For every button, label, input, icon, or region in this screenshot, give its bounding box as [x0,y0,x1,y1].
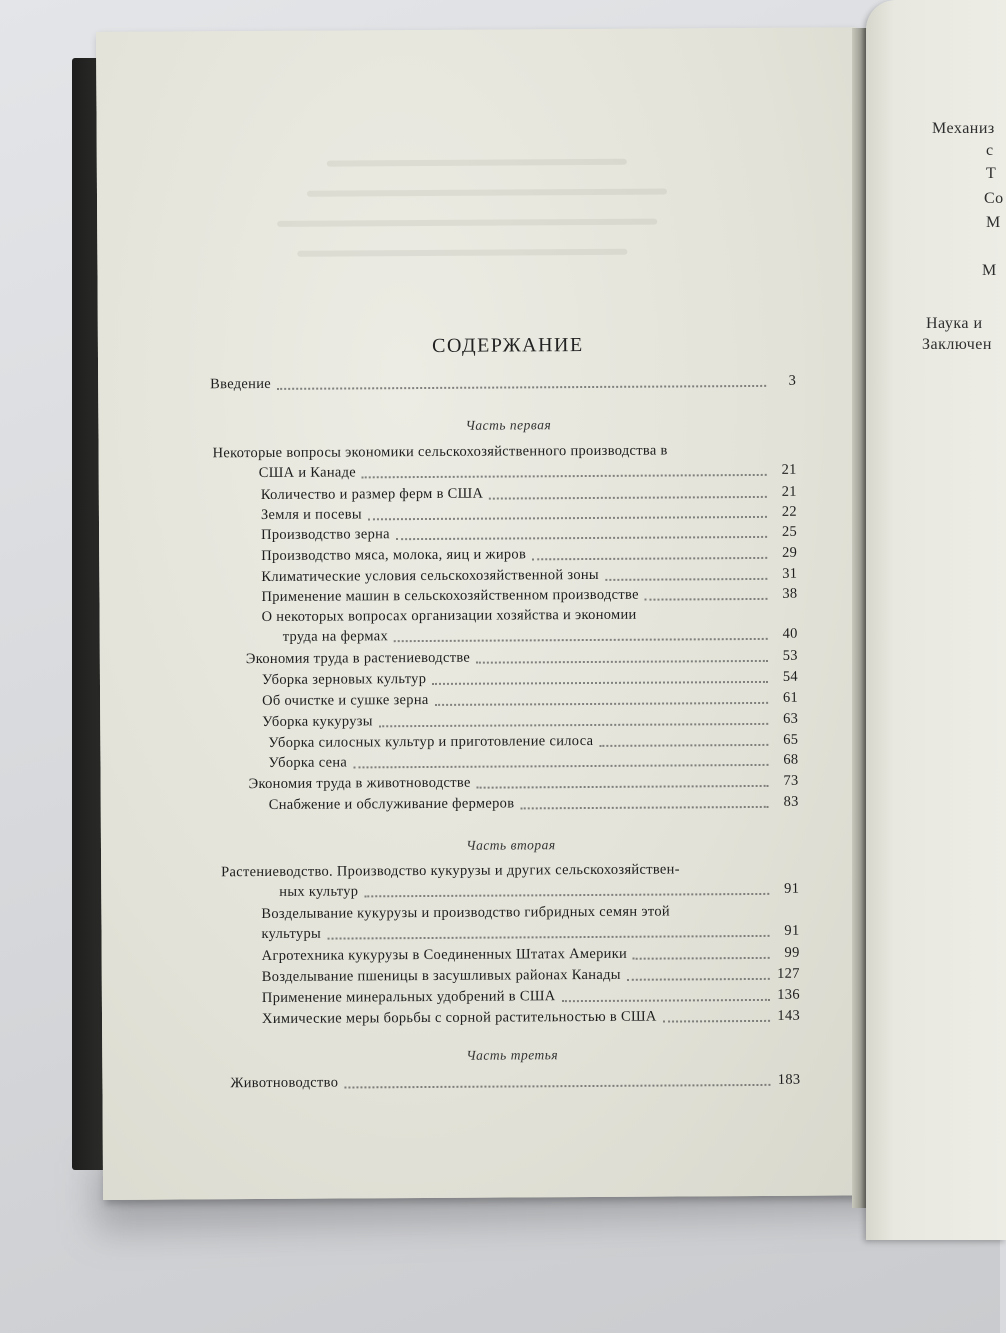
toc-entry-page: 21 [781,461,797,478]
toc-entry-label: Производство мяса, молока, яиц и жиров [261,546,527,565]
leader-dots [532,556,767,560]
toc-entry-label: ных культур [279,883,359,900]
leader-dots [364,892,769,897]
toc-entry-page: 68 [783,751,799,768]
leader-dots [520,805,768,810]
right-page-line: М [986,214,1001,231]
toc-entry-page: 91 [784,880,800,897]
part-heading: Часть третья [466,1047,559,1063]
toc-entry-page: 183 [777,1071,801,1088]
leader-dots [477,784,769,789]
toc-entry [261,586,797,606]
leader-dots [396,535,767,540]
right-page-line: М [982,262,997,279]
toc-entry-page: 29 [782,544,798,561]
toc-entry-page: 54 [782,668,799,685]
toc-entry [268,752,798,772]
toc-entry-page: 91 [784,922,800,939]
toc-section [246,648,798,668]
toc-entry-label: Климатические условия сельскохозяйственной зоны [261,566,599,586]
toc-entry-intro [210,373,796,394]
toc-entry-label: Экономия труда в растениеводстве [245,649,471,668]
toc-entry-line: Некоторые вопросы экономики сельскохозяйственного производства в [212,442,668,462]
right-page-line: Т [986,165,997,182]
toc-entry-label: труда на фермах [282,628,389,645]
right-page-line: с [986,142,994,159]
leader-dots [562,998,770,1002]
toc-entry-page: 127 [777,965,800,982]
leader-dots [476,659,768,664]
toc-section [249,773,799,793]
toc-entry-page: 21 [781,483,797,500]
leader-dots [394,637,768,642]
leader-dots [327,934,769,940]
toc-entry [283,626,798,646]
toc-entry-page: 136 [777,986,800,1003]
part-heading: Часть вторая [466,837,556,853]
toc-entry-page: 25 [781,523,798,540]
toc-entry-page: 38 [782,585,798,602]
toc-entry-label: Снабжение и обслуживание фермеров [268,795,515,813]
toc-entry [262,987,800,1007]
toc-entry-page: 61 [782,689,799,706]
toc-entry-label: Агротехника кукурузы в Соединенных Штатах Америки [261,945,628,965]
toc-entry-label: Производство зерна [261,526,390,544]
toc-entry-label: Введение [210,375,272,393]
toc-entry [269,794,799,814]
toc-entry-label: США и Канаде [258,464,357,482]
left-page [96,27,863,1200]
toc-entry [262,690,798,710]
leader-dots [627,977,770,981]
toc-entry-page: 73 [783,772,799,789]
leader-dots [435,701,768,706]
toc-entry [268,732,798,752]
toc-entry-label: Об очистке и сушке зерна [262,691,429,709]
toc-entry-label: Применение машин в сельскохозяйственном производстве [261,586,639,605]
leader-dots [489,495,767,500]
toc-entry [262,711,798,731]
toc-entry-page: 53 [782,647,798,664]
toc-entry [261,524,797,544]
toc-entry-label: Земля и посевы [260,506,363,524]
toc-entry-line: Возделывание кукурузы и производство гибридных семян этой [261,903,670,923]
toc-entry-label: Возделывание пшеницы в засушливых районах Канады [261,966,621,986]
right-page-line: Наука и [926,315,983,332]
right-page [866,0,1006,1240]
toc-entry [259,462,797,482]
toc-entry-page: 143 [777,1007,801,1024]
toc-entry-page: 99 [784,944,800,961]
toc-entry [230,1072,800,1092]
leader-dots [432,680,768,685]
toc-entry [261,504,797,524]
leader-dots [362,473,767,478]
leader-dots [344,1083,770,1089]
toc-entry-label: Применение минеральных удобрений в США [261,988,556,1007]
toc-entry-label: Экономия труда в животноводстве [248,774,471,793]
toc-entry [262,945,800,965]
leader-dots [353,763,768,769]
toc-entry [261,923,799,943]
toc-entry [261,566,797,586]
toc-entry-page: 40 [782,625,798,642]
table-of-contents [96,27,863,1200]
toc-entry [262,1008,800,1028]
toc-title: СОДЕРЖАНИЕ [432,334,584,357]
toc-entry-label: Уборка силосных культур и приготовление силоса [268,732,594,751]
toc-entry-label: Уборка зерновых культур [261,670,427,688]
toc-entry-line: Растениеводство. Производство кукурузы и других сельскохозяйствен- [221,861,680,881]
toc-entry-label: Уборка сена [268,754,348,771]
toc-entry [279,881,799,901]
toc-entry-page: 3 [788,372,797,389]
toc-entry-page: 63 [783,710,799,727]
toc-entry-label: Животноводство [230,1074,339,1092]
right-page-line: Механиз [932,120,995,137]
toc-entry-label: Количество и размер ферм в США [260,485,484,504]
toc-entry-page: 31 [782,565,798,582]
leader-dots [605,577,767,581]
right-page-line: Со [984,190,1004,207]
toc-entry [261,545,797,565]
toc-entry-page: 65 [783,731,799,748]
toc-entry-label: Уборка кукурузы [262,713,373,730]
leader-dots [599,743,768,747]
leader-dots [379,722,768,727]
leader-dots [277,384,766,390]
leader-dots [368,515,767,520]
toc-entry-label: культуры [261,925,322,943]
toc-entry [261,484,797,504]
toc-entry-label: Химические меры борьбы с сорной растительностью в США [261,1008,657,1028]
right-page-line: Заключен [922,336,992,353]
part-heading: Часть первая [465,417,552,433]
toc-entry-line: О некоторых вопросах организации хозяйства и экономии [261,606,637,625]
leader-dots [633,956,770,960]
leader-dots [663,1019,770,1023]
toc-entry-page: 83 [783,793,799,810]
toc-entry [262,966,800,986]
leader-dots [645,597,768,601]
toc-entry-page: 22 [781,503,797,520]
toc-entry [262,669,798,689]
